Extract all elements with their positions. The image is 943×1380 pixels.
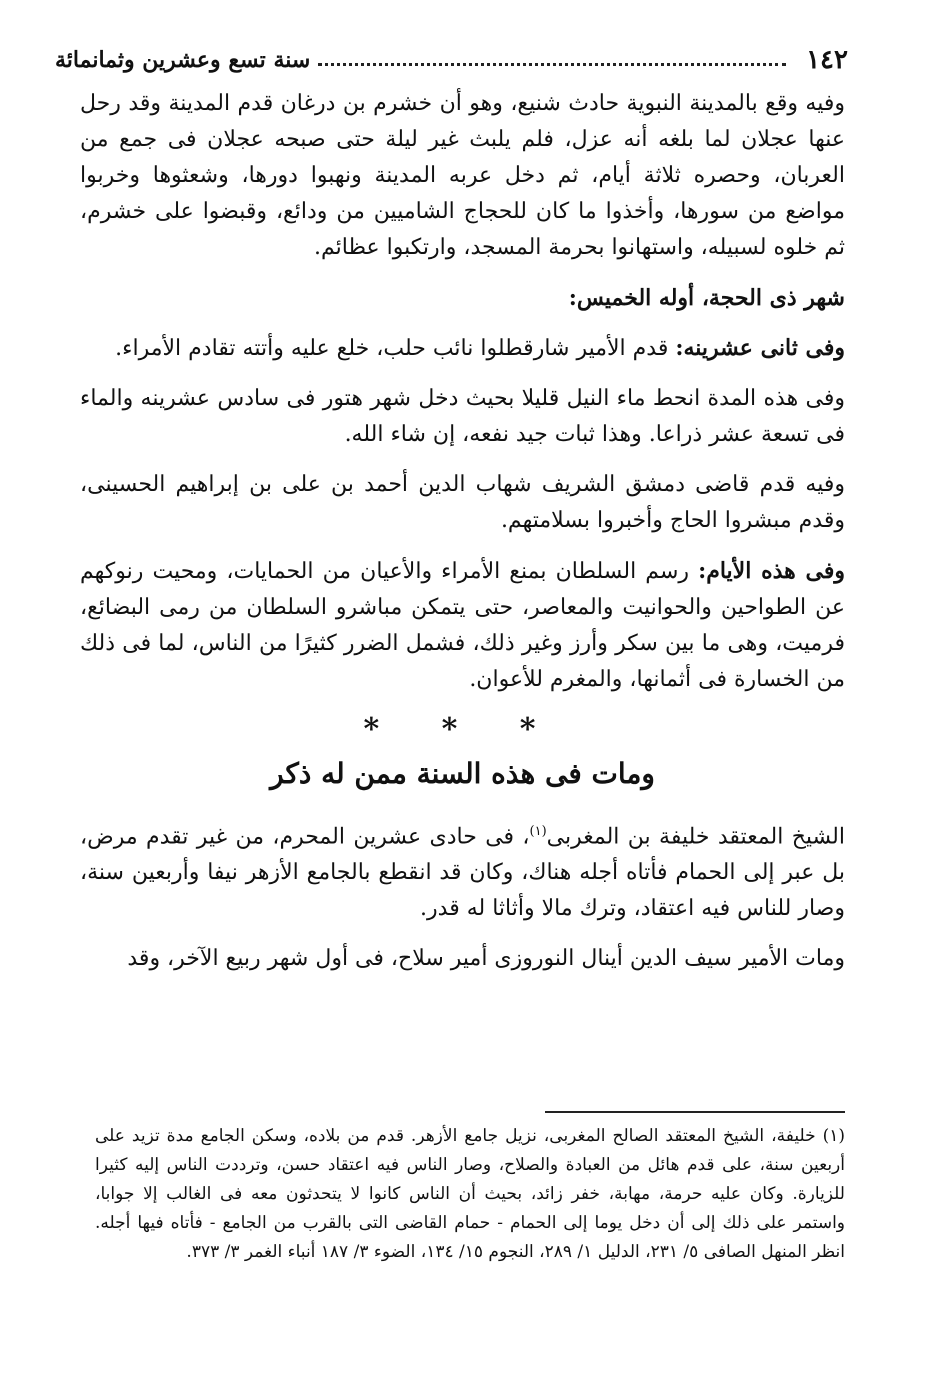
running-header — [55, 38, 848, 82]
header-leader-dots — [318, 63, 786, 66]
paragraph-text: رسم السلطان بمنع الأمراء والأعيان من الحمايات، ومحيت رنوكهم عن الطواحين والحوانيت والمعاصر، حتى يتمكن مباشرو السلطان من رمى البضائع، فرميت، وهى ما بين سكر وأرز وغير ذلك، فشمل الضرر كثيرًا من الناس، لما فى ذلك من الخسارة فى أثمانها، والمغرم للأعوان. — [80, 559, 845, 692]
paragraph-text: قدم الأمير شارقطلوا نائب حلب، خلع عليه وأتته تقادم الأمراء. — [115, 336, 676, 361]
paragraph-nile-level: وفى هذه المدة انحط ماء النيل قليلا بحيث دخل شهر هتور فى سادس عشرينه والماء فى تسعة عشر ذراعا. وهذا ثبات جيد نفعه، إن شاء الله. — [80, 386, 845, 447]
paragraph-obituary-khalifa — [80, 814, 845, 927]
paragraph-lead: وفى هذه الأيام: — [698, 558, 846, 584]
month-heading: شهر ذى الحجة، أوله الخميس: — [568, 285, 845, 311]
paragraph-medina-incident: وفيه وقع بالمدينة النبوية حادث شنيع، وهو أن خشرم بن درغان قدم المدينة وقد رحل عنها عجلان لما بلغه أنه عزل، فلم يلبث غير ليلة حتى صبحه عجلان فى جمع من العربان، وحصره ثلاثة أيام، ثم دخل عربه المدينة ونهبوا دورها، وشعثوها وخربوا مواضع من سورها، وأخذوا ما كان للحجاج الشاميين من ودائع، وقبضوا على خشرم، ثم خلوه لسبيله، واستهانوا بحرمة المسجد، وارتكبوا عظائم. — [80, 91, 845, 260]
footnotes — [95, 1122, 845, 1267]
paragraph-text: ، فى حادى عشرين المحرم، من غير تقدم مرض، بل عبر إلى الحمام فأتاه أجله هناك، وكان قد انقطع بالجامع الأزهر نيفا وأربعين سنة، وصار للناس فيه اعتقاد، وترك مالا وأثاثا له قدر. — [80, 824, 845, 922]
paragraph-obituary-inal: ومات الأمير سيف الدين أينال النوروزى أمير سلاح، فى أول شهر ربيع الآخر، وقد — [127, 946, 845, 972]
footnote-marker[interactable]: (١) — [529, 824, 547, 839]
running-title: سنة تسع وعشرين وثمانمائة — [55, 47, 311, 73]
paragraph-emir-arrival — [80, 330, 845, 367]
footnote-divider — [545, 1111, 845, 1113]
paragraph-lead: وفى ثانى عشرينه: — [675, 335, 845, 361]
section-separator: * * * — [363, 712, 562, 747]
footnote-1: (١) خليفة، الشيخ المعتقد الصالح المغربى، نزيل جامع الأزهر. قدم من بلاده، وسكن الجامع مدة تزيد على أربعين سنة، على قدم هائل من العبادة والصلاح، وصار الناس فيه اعتقاد حسن، وترددت الناس إليه كثيرا للزيارة. وكان عليه حرمة، مهابة، خفر زائد، بحيث أن الناس كانوا لا يتحدثون معه فى الغالب إلا جوابا، واستمر على ذلك إلى أن دخل يوما إلى الحمام - حمام القاضى التى بالقرب من الجامع - فأتاه فيها أجله. انظر المنهل الصافى ٥/ ٢٣١، الدليل ١/ ٢٨٩، النجوم ١٥/ ١٣٤، الضوء ٣/ ١٨٧ أنباء الغمر ٣/ ٣٧٣. — [95, 1126, 845, 1262]
paragraph-text: الشيخ المعتقد خليفة بن المغربى — [546, 824, 845, 850]
paragraph-sultan-decree — [80, 553, 845, 698]
page-number: ١٤٢ — [806, 45, 848, 75]
paragraph-qadi-arrival: وفيه قدم قاضى دمشق الشريف شهاب الدين أحمد بن على بن إبراهيم الحسينى، وقدم مبشروا الحاج وأخبروا بسلامتهم. — [80, 472, 845, 533]
section-title: ومات فى هذه السنة ممن له ذكر — [270, 757, 655, 790]
main-text — [80, 86, 845, 983]
